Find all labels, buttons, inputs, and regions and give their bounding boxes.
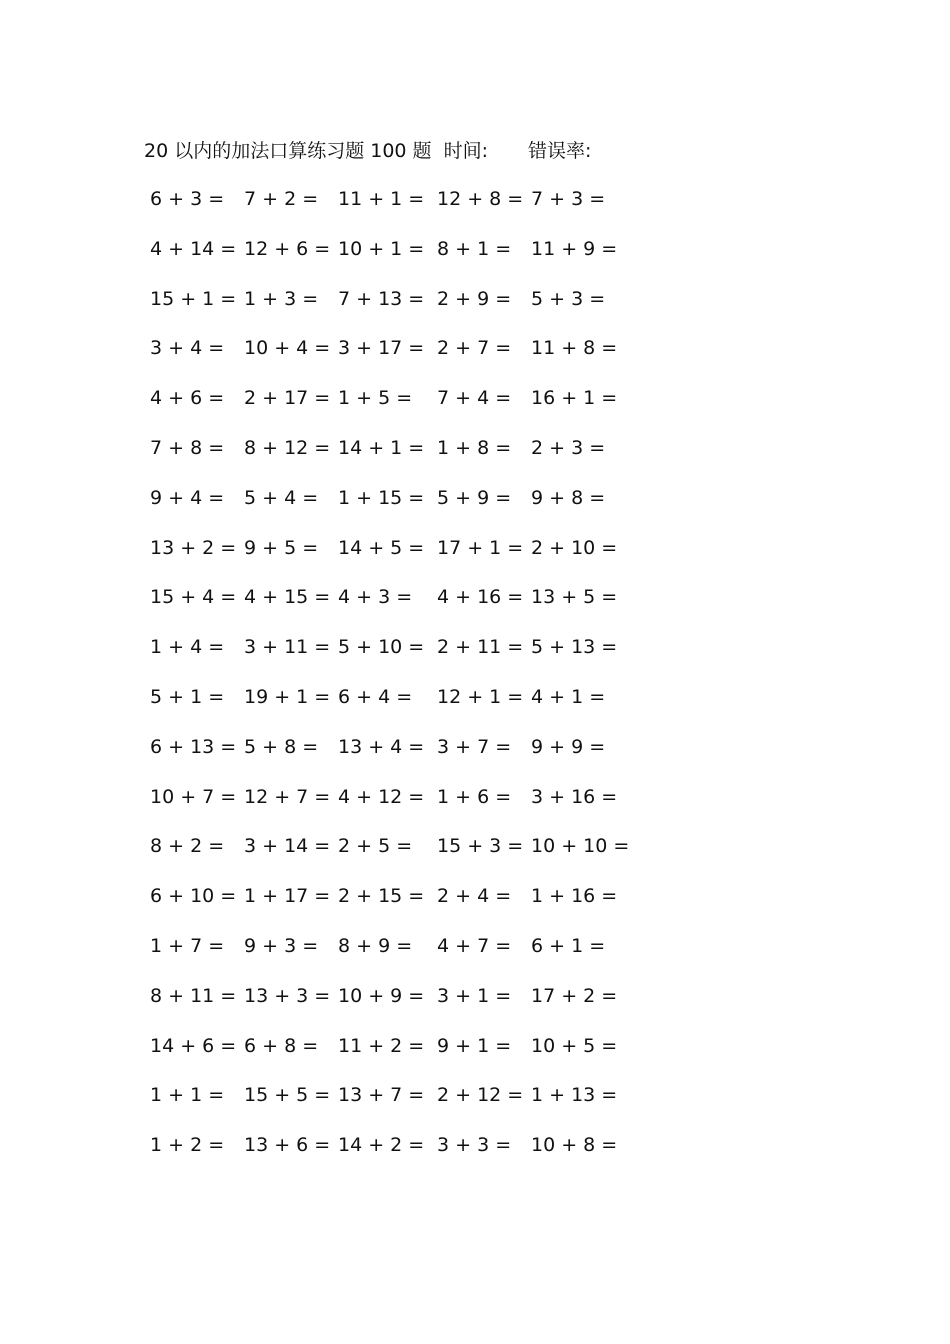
addition-problem: 7 + 2 = [244,188,319,210]
addition-problem: 17 + 1 = [437,536,524,559]
addition-problem: 2 + 10 = [531,536,618,559]
addition-problem: 1 + 4 = [150,636,225,659]
problem-row [0,185,950,235]
problem-row [0,384,950,434]
addition-problem: 14 + 6 = [150,1034,237,1057]
addition-problem: 2 + 15 = [338,885,425,908]
addition-problem: 13 + 2 = [150,536,237,559]
addition-problem: 10 + 8 = [531,1134,618,1157]
addition-problem: 4 + 3 = [338,586,413,609]
problem-row [0,334,950,384]
addition-problem: 14 + 2 = [338,1134,425,1157]
addition-problem: 1 + 15 = [338,486,425,509]
addition-problem: 5 + 9 = [437,486,512,509]
problem-row [0,832,950,882]
problem-row [0,285,950,335]
addition-problem: 1 + 16 = [531,885,618,908]
addition-problem: 3 + 1 = [437,984,512,1007]
addition-problem: 6 + 1 = [531,934,606,957]
worksheet-title [144,137,591,165]
problem-row [0,434,950,484]
problem-row [0,932,950,982]
addition-problem: 4 + 1 = [531,685,606,708]
addition-problem: 3 + 7 = [437,735,512,758]
addition-problem: 3 + 3 = [437,1134,512,1157]
addition-problem: 12 + 1 = [437,685,524,708]
problem-row [0,1131,950,1181]
addition-problem: 12 + 7 = [244,785,331,808]
addition-problem: 6 + 4 = [338,685,413,708]
addition-problem: 7 + 13 = [338,287,425,310]
addition-problem: 1 + 7 = [150,934,225,957]
addition-problem: 1 + 5 = [338,387,413,410]
problem-row [0,534,950,584]
error-rate-label: 错误率: [527,140,592,162]
addition-problem: 13 + 3 = [244,984,331,1007]
addition-problem: 8 + 1 = [437,237,512,260]
addition-problem: 5 + 4 = [244,486,319,509]
addition-problem: 8 + 11 = [150,984,237,1007]
addition-problem: 4 + 15 = [244,586,331,609]
addition-problem: 4 + 6 = [150,387,225,410]
addition-problem: 2 + 3 = [531,436,606,459]
addition-problem: 1 + 8 = [437,436,512,459]
problem-row [0,683,950,733]
addition-problem: 1 + 2 = [150,1134,225,1157]
problem-grid [0,185,950,1181]
addition-problem: 10 + 10 = [531,835,630,858]
addition-problem: 4 + 12 = [338,785,425,808]
addition-problem: 8 + 9 = [338,934,413,957]
addition-problem: 3 + 16 = [531,785,618,808]
addition-problem: 14 + 1 = [338,436,425,459]
addition-problem: 13 + 6 = [244,1134,331,1157]
addition-problem: 10 + 9 = [338,984,425,1007]
addition-problem: 3 + 17 = [338,337,425,360]
addition-problem: 9 + 3 = [244,934,319,957]
problem-row [0,484,950,534]
addition-problem: 10 + 7 = [150,785,237,808]
addition-problem: 15 + 4 = [150,586,237,609]
addition-problem: 4 + 16 = [437,586,524,609]
addition-problem: 9 + 9 = [531,735,606,758]
addition-problem: 1 + 13 = [531,1084,618,1107]
addition-problem: 11 + 2 = [338,1034,425,1057]
problem-row [0,235,950,285]
addition-problem: 4 + 14 = [150,237,237,260]
addition-problem: 3 + 14 = [244,835,331,858]
addition-problem: 14 + 5 = [338,536,425,559]
addition-problem: 1 + 17 = [244,885,331,908]
addition-problem: 2 + 9 = [437,287,512,310]
problem-row [0,633,950,683]
problem-row [0,1032,950,1082]
addition-problem: 2 + 17 = [244,387,331,410]
addition-problem: 9 + 1 = [437,1034,512,1057]
addition-problem: 10 + 1 = [338,237,425,260]
addition-problem: 11 + 8 = [531,337,618,360]
addition-problem: 5 + 1 = [150,685,225,708]
addition-problem: 10 + 5 = [531,1034,618,1057]
problem-row [0,882,950,932]
addition-problem: 7 + 4 = [437,387,512,410]
worksheet-heading: 20 以内的加法口算练习题 100 题 [144,140,432,162]
addition-problem: 4 + 7 = [437,934,512,957]
addition-problem: 9 + 8 = [531,486,606,509]
addition-problem: 13 + 5 = [531,586,618,609]
addition-problem: 5 + 10 = [338,636,425,659]
addition-problem: 1 + 1 = [150,1084,225,1107]
addition-problem: 5 + 8 = [244,735,319,758]
addition-problem: 2 + 4 = [437,885,512,908]
addition-problem: 6 + 8 = [244,1034,319,1057]
addition-problem: 3 + 11 = [244,636,331,659]
addition-problem: 8 + 2 = [150,835,225,858]
problem-row [0,982,950,1032]
problem-row [0,583,950,633]
addition-problem: 19 + 1 = [244,685,331,708]
addition-problem: 7 + 3 = [531,188,606,210]
addition-problem: 6 + 3 = [150,188,225,210]
addition-problem: 10 + 4 = [244,337,331,360]
addition-problem: 6 + 13 = [150,735,237,758]
problem-row [0,733,950,783]
addition-problem: 15 + 1 = [150,287,237,310]
addition-problem: 15 + 3 = [437,835,524,858]
addition-problem: 17 + 2 = [531,984,618,1007]
addition-problem: 12 + 6 = [244,237,331,260]
addition-problem: 6 + 10 = [150,885,237,908]
addition-problem: 9 + 5 = [244,536,319,559]
addition-problem: 13 + 4 = [338,735,425,758]
addition-problem: 12 + 8 = [437,188,524,210]
addition-problem: 2 + 5 = [338,835,413,858]
addition-problem: 5 + 13 = [531,636,618,659]
addition-problem: 8 + 12 = [244,436,331,459]
addition-problem: 16 + 1 = [531,387,618,410]
addition-problem: 11 + 1 = [338,188,425,210]
addition-problem: 1 + 3 = [244,287,319,310]
addition-problem: 9 + 4 = [150,486,225,509]
addition-problem: 7 + 8 = [150,436,225,459]
addition-problem: 13 + 7 = [338,1084,425,1107]
addition-problem: 2 + 12 = [437,1084,524,1107]
time-label: 时间: [443,140,488,162]
addition-problem: 2 + 11 = [437,636,524,659]
addition-problem: 11 + 9 = [531,237,618,260]
problem-row [0,783,950,833]
problem-row [0,1081,950,1131]
addition-problem: 3 + 4 = [150,337,225,360]
addition-problem: 5 + 3 = [531,287,606,310]
addition-problem: 1 + 6 = [437,785,512,808]
addition-problem: 15 + 5 = [244,1084,331,1107]
addition-problem: 2 + 7 = [437,337,512,360]
